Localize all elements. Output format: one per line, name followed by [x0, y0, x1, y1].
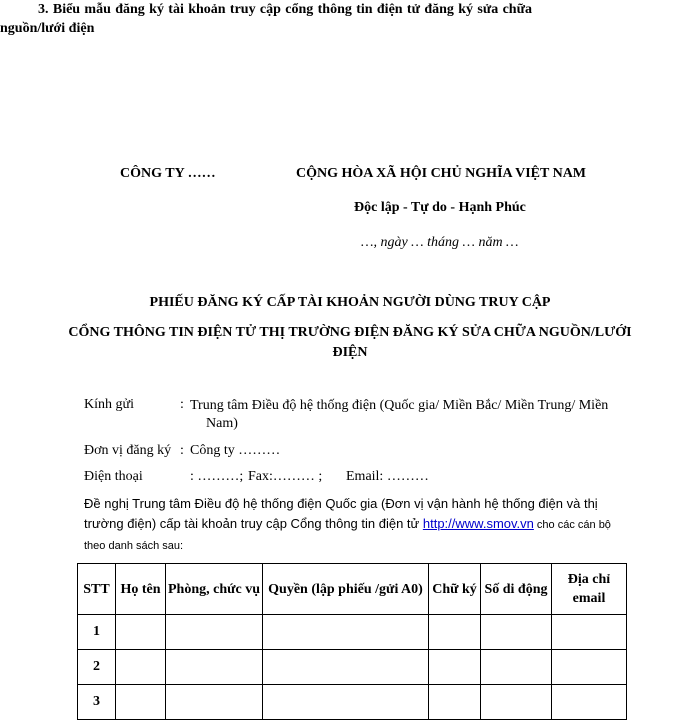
column-header-email: Địa chỉ email	[552, 564, 627, 615]
table-cell-stt: 1	[78, 615, 116, 650]
table-cell[interactable]	[481, 685, 552, 720]
table-cell[interactable]	[429, 685, 481, 720]
table-cell[interactable]	[166, 685, 263, 720]
email-field: Email: ………	[346, 469, 429, 484]
column-header-signature: Chữ ký	[429, 564, 481, 615]
table-cell-stt: 3	[78, 685, 116, 720]
phone-value: : ………;	[190, 469, 244, 484]
unit-colon: :	[180, 443, 184, 458]
recipient-value	[190, 397, 620, 433]
table-cell[interactable]	[166, 615, 263, 650]
table-cell[interactable]	[429, 615, 481, 650]
column-header-department: Phòng, chức vụ	[166, 564, 263, 615]
date-line: …, ngày … tháng … năm …	[361, 235, 519, 250]
table-cell[interactable]	[116, 615, 166, 650]
column-header-name: Họ tên	[116, 564, 166, 615]
phone-label: Điện thoại	[84, 469, 143, 484]
section-heading-line-2: nguồn/lưới điện	[0, 21, 95, 36]
table-row	[78, 650, 627, 685]
member-table	[77, 563, 627, 720]
table-cell[interactable]	[166, 650, 263, 685]
recipient-value-line-1: Trung tâm Điều độ hệ thống điện (Quốc gia/ Miền Bắc/ Miền Trung/ Miền	[190, 398, 609, 413]
company-name: CÔNG TY ……	[120, 166, 216, 181]
table-cell[interactable]	[552, 650, 627, 685]
table-row	[78, 685, 627, 720]
recipient-label: Kính gửi	[84, 397, 134, 412]
table-cell[interactable]	[481, 615, 552, 650]
republic-title: CỘNG HÒA XÃ HỘI CHỦ NGHĨA VIỆT NAM	[296, 166, 587, 181]
column-header-mobile: Số di động	[481, 564, 552, 615]
table-cell-stt: 2	[78, 650, 116, 685]
table-cell[interactable]	[552, 615, 627, 650]
table-cell[interactable]	[263, 615, 429, 650]
form-title-line-2: CỔNG THÔNG TIN ĐIỆN TỬ THỊ TRƯỜNG ĐIỆN ĐĂNG KÝ SỬA CHỮA NGUỒN/LƯỚI ĐIỆN	[68, 325, 632, 360]
unit-value: Công ty ………	[190, 443, 281, 458]
table-cell[interactable]	[263, 650, 429, 685]
table-cell[interactable]	[116, 685, 166, 720]
request-text: Đề nghị Trung tâm Điều độ hệ thống điện Quốc gia (Đơn vị vận hành hệ thống điện và thị trường điện) cấp tài khoản truy cập Cổng thông tin điện tử	[84, 496, 598, 531]
table-cell[interactable]	[116, 650, 166, 685]
portal-link[interactable]: http://www.smov.vn	[422, 516, 534, 531]
request-text-tail: cho các cán bộ theo danh sách sau:	[84, 519, 611, 552]
request-paragraph	[84, 494, 620, 556]
table-row	[78, 615, 627, 650]
section-heading-line-1: 3. Biểu mẫu đăng ký tài khoản truy cập cổng thông tin điện tử đăng ký sửa chữa	[38, 2, 532, 17]
unit-label: Đơn vị đăng ký	[84, 443, 172, 458]
table-cell[interactable]	[552, 685, 627, 720]
fax-field: Fax:……… ;	[248, 469, 323, 484]
table-cell[interactable]	[429, 650, 481, 685]
table-cell[interactable]	[481, 650, 552, 685]
column-header-stt: STT	[78, 564, 116, 615]
column-header-permission: Quyền (lập phiếu /gửi A0)	[263, 564, 429, 615]
form-title-line-1: PHIẾU ĐĂNG KÝ CẤP TÀI KHOẢN NGƯỜI DÙNG TRUY CẬP	[149, 295, 551, 310]
recipient-colon: :	[180, 397, 184, 412]
national-motto: Độc lập - Tự do - Hạnh Phúc	[354, 200, 526, 215]
section-heading	[0, 0, 532, 38]
table-cell[interactable]	[263, 685, 429, 720]
table-header-row	[78, 564, 627, 615]
recipient-value-line-2: Nam)	[206, 416, 238, 431]
